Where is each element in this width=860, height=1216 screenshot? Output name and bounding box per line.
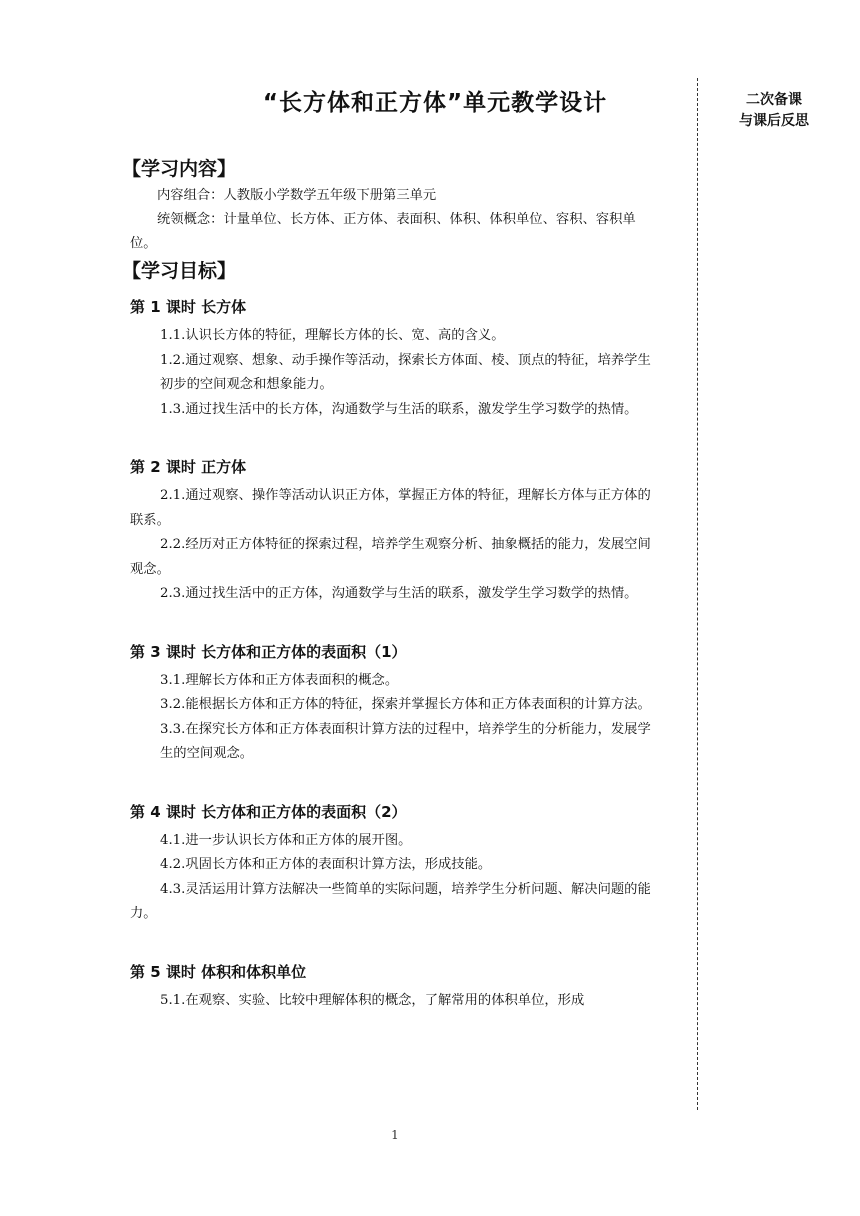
objective-item: 1.3.通过找生活中的长方体，沟通数学与生活的联系，激发学生学习数学的热情。 (160, 401, 638, 417)
objective-item: 1.1.认识长方体的特征，理解长方体的长、宽、高的含义。 (160, 328, 505, 343)
objective-item: 3.1.理解长方体和正方体表面积的概念。 (160, 672, 399, 688)
objective-item: 3.3.在探究长方体和正方体表面积计算方法的过程中，培养学生的分析能力，发展学生的空间观念。 (160, 721, 651, 761)
objective-item: 2.3.通过找生活中的正方体，沟通数学与生活的联系，激发学生学习数学的热情。 (160, 586, 638, 601)
objective-item: 3.2.能根据长方体和正方体的特征，探索并掌握长方体和正方体表面积的计算方法。 (160, 697, 651, 712)
content-paragraph: 内容组合：人教版小学数学五年级下册第三单元 (157, 188, 437, 203)
lesson-heading: 第 1 课时 长方体 (130, 298, 247, 316)
objective-item: 4.2.巩固长方体和正方体的表面积计算方法，形成技能。 (160, 857, 492, 872)
side-note-line-1: 二次备课 (746, 92, 802, 108)
page-number: 1 (391, 1128, 399, 1142)
objective-item: 4.1.进一步认识长方体和正方体的展开图。 (160, 832, 412, 848)
section-heading-goals: 【学习目标】 (122, 260, 237, 282)
objective-item: 4.3.灵活运用计算方法解决一些简单的实际问题，培养学生分析问题、解决问题的能力。 (130, 881, 651, 921)
lesson-heading: 第 4 课时 长方体和正方体的表面积（2） (130, 802, 407, 821)
objective-item: 2.2.经历对正方体特征的探索过程，培养学生观察分析、抽象概括的能力，发展空间观念。 (130, 537, 651, 577)
objective-item: 5.1.在观察、实验、比较中理解体积的概念，了解常用的体积单位，形成 (160, 992, 585, 1008)
lesson-heading: 第 2 课时 正方体 (130, 458, 247, 476)
objective-item: 1.2.通过观察、想象、动手操作等活动，探索长方体面、棱、顶点的特征，培养学生初步的空间观念和想象能力。 (160, 352, 651, 392)
objective-item: 2.1.通过观察、操作等活动认识正方体，掌握正方体的特征，理解长方体与正方体的联系。 (130, 488, 651, 528)
section-heading-content: 【学习内容】 (122, 158, 237, 180)
side-note (718, 90, 830, 132)
content-paragraph: 统领概念：计量单位、长方体、正方体、表面积、体积、体积单位、容积、容积单位。 (130, 212, 636, 251)
lesson-heading: 第 3 课时 长方体和正方体的表面积（1） (130, 642, 407, 661)
lesson-heading: 第 5 课时 体积和体积单位 (130, 962, 307, 981)
main-content (122, 154, 658, 1013)
document-title: “长方体和正方体”单元教学设计 (262, 90, 608, 116)
dashed-divider (697, 78, 698, 1110)
side-note-line-2: 与课后反思 (739, 113, 809, 129)
